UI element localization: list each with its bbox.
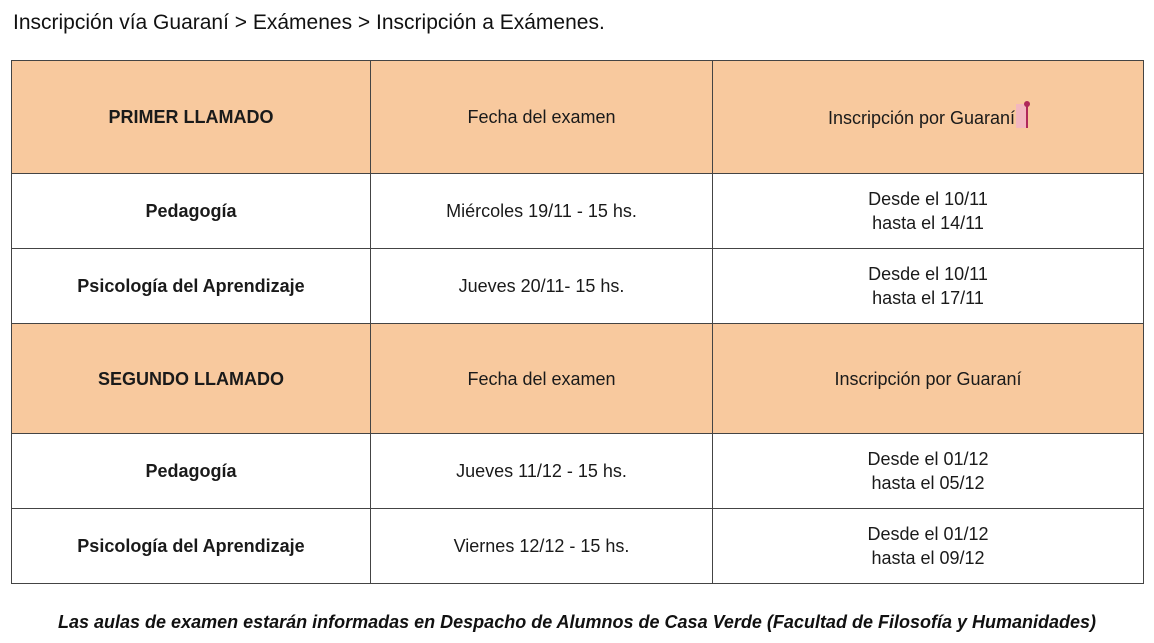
subject-cell: Psicología del Aprendizaje — [12, 509, 371, 584]
registration-header: Inscripción por Guaraní — [713, 324, 1144, 434]
exam-date-cell: Miércoles 19/11 - 15 hs. — [371, 174, 713, 249]
table-row — [12, 434, 1144, 509]
subject-cell: Pedagogía — [12, 174, 371, 249]
registration-period-cell — [713, 249, 1144, 324]
table-row — [12, 249, 1144, 324]
footnote: Las aulas de examen estarán informadas en Despacho de Alumnos de Casa Verde (Facultad de Filosofía y Humanidades) — [58, 612, 1096, 632]
registration-from: Desde el 01/12 — [867, 449, 989, 469]
registration-from: Desde el 10/11 — [868, 189, 988, 209]
registration-from: Desde el 01/12 — [867, 524, 989, 544]
table-header-row — [12, 61, 1144, 174]
registration-until: hasta el 09/12 — [871, 548, 985, 568]
breadcrumb: Inscripción vía Guaraní > Exámenes > Inscripción a Exámenes. — [13, 11, 605, 34]
registration-period-cell — [713, 174, 1144, 249]
llamado-title: PRIMER LLAMADO — [12, 61, 371, 174]
date-header: Fecha del examen — [371, 324, 713, 434]
registration-until: hasta el 05/12 — [871, 473, 985, 493]
exam-date-cell: Viernes 12/12 - 15 hs. — [371, 509, 713, 584]
table-header-row — [12, 324, 1144, 434]
subject-cell: Pedagogía — [12, 434, 371, 509]
registration-period-cell — [713, 434, 1144, 509]
registration-period-cell — [713, 509, 1144, 584]
table-row — [12, 509, 1144, 584]
llamado-title: SEGUNDO LLAMADO — [12, 324, 371, 434]
table-row — [12, 174, 1144, 249]
registration-from: Desde el 10/11 — [868, 264, 988, 284]
registration-until: hasta el 17/11 — [872, 288, 984, 308]
exam-date-cell: Jueves 20/11- 15 hs. — [371, 249, 713, 324]
exam-date-cell: Jueves 11/12 - 15 hs. — [371, 434, 713, 509]
exam-schedule-table — [11, 60, 1144, 584]
date-header: Fecha del examen — [371, 61, 713, 174]
text-cursor-icon — [1016, 104, 1028, 128]
registration-until: hasta el 14/11 — [872, 213, 984, 233]
registration-header-cell — [713, 61, 1144, 174]
subject-cell: Psicología del Aprendizaje — [12, 249, 371, 324]
registration-header: Inscripción por Guaraní — [827, 108, 1016, 128]
